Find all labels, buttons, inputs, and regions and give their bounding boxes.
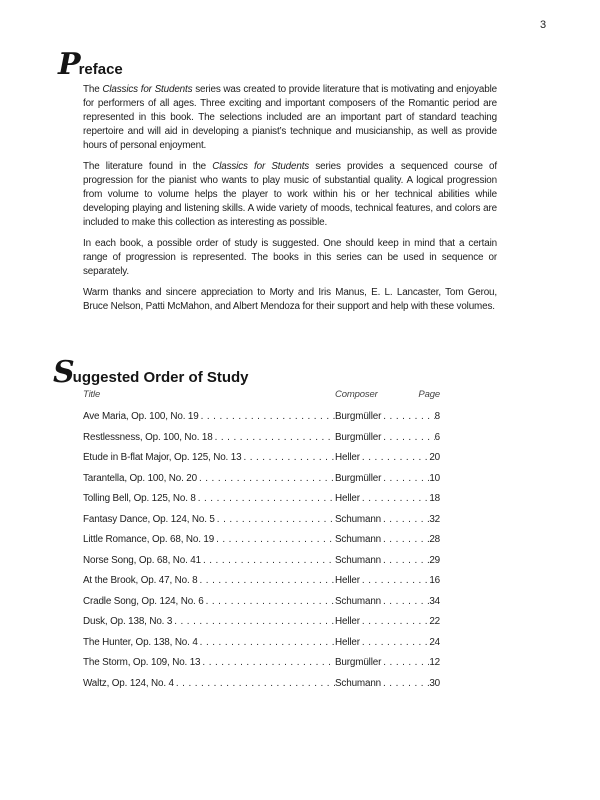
preface-paragraph-1 bbox=[83, 83, 497, 153]
dot-leader bbox=[214, 534, 335, 545]
study-order-table bbox=[83, 389, 440, 698]
table-row bbox=[83, 616, 440, 637]
dot-leader bbox=[196, 493, 335, 504]
page-ref: 10 bbox=[429, 472, 440, 484]
page-number: 3 bbox=[540, 19, 547, 31]
composer-name: Schumann bbox=[335, 595, 382, 607]
piece-title: Waltz, Op. 124, No. 4 bbox=[83, 677, 174, 689]
dot-leader bbox=[381, 534, 429, 545]
page-ref: 28 bbox=[429, 534, 440, 545]
composer-name: Heller bbox=[335, 493, 360, 504]
composer-name: Schumann bbox=[335, 513, 382, 525]
table-row bbox=[83, 493, 440, 514]
page-ref: 24 bbox=[429, 636, 440, 648]
column-header-title: Title bbox=[83, 389, 101, 400]
page-ref: 20 bbox=[429, 452, 440, 463]
dot-leader bbox=[172, 616, 335, 627]
table-row bbox=[83, 657, 440, 678]
preface-paragraph-3: In each book, a possible order of study is suggested. One should keep in mind that a certain range of progression is represented. The books in this series can be used in sequence or separately. bbox=[83, 238, 497, 277]
title-cell bbox=[83, 678, 335, 689]
preface-decorative-initial: P bbox=[58, 47, 79, 82]
composer-name: Heller bbox=[335, 636, 360, 648]
piece-title: The Hunter, Op. 138, No. 4 bbox=[83, 636, 198, 648]
title-cell bbox=[83, 411, 335, 422]
piece-title: The Storm, Op. 109, No. 13 bbox=[83, 657, 201, 668]
composer-name: Heller bbox=[335, 616, 360, 627]
preface-text: series provides a sequenced course of progression for the pianist who wants to play music of substantial quality. A logical progression from volume to volume helps the player to work within his or her technical abilities while developing playing and listening skills. A wide variety of moods, technical features, and colors are included to make this collection as interesting as possible. bbox=[83, 161, 497, 228]
piece-title: Tarantella, Op. 100, No. 20 bbox=[83, 472, 197, 484]
composer-name: Heller bbox=[335, 575, 360, 586]
composer-cell bbox=[335, 473, 429, 484]
series-name: Classics for Students bbox=[102, 84, 193, 95]
dot-leader bbox=[381, 596, 429, 607]
piece-title: Étude in B-flat Major, Op. 125, No. 13 bbox=[83, 452, 242, 463]
composer-cell bbox=[335, 637, 429, 648]
dot-leader bbox=[360, 616, 429, 627]
preface-heading-text: reface bbox=[78, 61, 123, 78]
table-row bbox=[83, 596, 440, 617]
composer-name: Schumann bbox=[335, 677, 382, 689]
page-ref: 12 bbox=[429, 657, 440, 668]
table-row bbox=[83, 575, 440, 596]
composer-cell bbox=[335, 555, 429, 566]
title-cell bbox=[83, 473, 335, 484]
series-name: Classics for Students bbox=[212, 161, 310, 172]
composer-name: Burgmüller bbox=[335, 472, 382, 484]
dot-leader bbox=[381, 473, 429, 484]
page-ref: 30 bbox=[429, 677, 440, 689]
title-cell bbox=[83, 493, 335, 504]
composer-name: Schumann bbox=[335, 554, 382, 566]
page-ref: 6 bbox=[434, 431, 440, 443]
composer-cell bbox=[335, 514, 429, 525]
composer-name: Schumann bbox=[335, 534, 382, 545]
composer-cell bbox=[335, 678, 429, 689]
composer-cell bbox=[335, 616, 429, 627]
piece-title: Dusk, Op. 138, No. 3 bbox=[83, 616, 173, 627]
study-heading-text: uggested Order of Study bbox=[72, 369, 249, 386]
title-cell bbox=[83, 452, 335, 463]
dot-leader bbox=[381, 678, 429, 689]
page-ref: 29 bbox=[429, 554, 440, 566]
page-ref: 34 bbox=[429, 595, 440, 607]
dot-leader bbox=[241, 452, 335, 463]
composer-name: Heller bbox=[335, 452, 360, 463]
preface-text: The bbox=[83, 84, 103, 95]
table-row bbox=[83, 432, 440, 453]
composer-cell bbox=[335, 493, 429, 504]
preface-paragraph-2 bbox=[83, 160, 497, 230]
title-cell bbox=[83, 575, 335, 586]
table-header bbox=[83, 389, 440, 411]
dot-leader bbox=[381, 432, 434, 443]
title-cell bbox=[83, 534, 335, 545]
dot-leader bbox=[198, 637, 335, 648]
dot-leader bbox=[201, 555, 335, 566]
composer-cell bbox=[335, 411, 435, 422]
dot-leader bbox=[174, 678, 335, 689]
column-header-page: Page bbox=[418, 389, 440, 400]
table-row bbox=[83, 514, 440, 535]
page-ref: 32 bbox=[429, 513, 440, 525]
column-header-composer: Composer bbox=[335, 389, 378, 400]
table-row bbox=[83, 637, 440, 658]
piece-title: Norse Song, Op. 68, No. 41 bbox=[83, 554, 201, 566]
dot-leader bbox=[381, 555, 429, 566]
piece-title: Ave Maria, Op. 100, No. 19 bbox=[83, 411, 199, 422]
title-cell bbox=[83, 432, 335, 443]
table-body bbox=[83, 411, 440, 698]
dot-leader bbox=[360, 575, 429, 586]
composer-cell bbox=[335, 657, 429, 668]
dot-leader bbox=[204, 596, 335, 607]
composer-cell bbox=[335, 452, 429, 463]
study-decorative-initial: S bbox=[53, 355, 73, 390]
piece-title: Restlessness, Op. 100, No. 18 bbox=[83, 431, 213, 443]
dot-leader bbox=[381, 514, 429, 525]
preface-heading bbox=[58, 47, 123, 82]
page-ref: 8 bbox=[434, 411, 440, 422]
page-ref: 16 bbox=[429, 575, 440, 586]
table-row bbox=[83, 534, 440, 555]
dot-leader bbox=[360, 452, 429, 463]
table-row bbox=[83, 473, 440, 494]
composer-cell bbox=[335, 534, 429, 545]
table-row bbox=[83, 678, 440, 699]
page-ref: 22 bbox=[429, 616, 440, 627]
title-cell bbox=[83, 596, 335, 607]
title-cell bbox=[83, 555, 335, 566]
composer-name: Burgmüller bbox=[335, 431, 382, 443]
preface-text: series was created to provide literature that is motivating and enjoyable for performers of all ages. Three exciting and important composers of the Romantic period are represented in this book. The selections included are an important part of standard teaching repertoire and will aid in developing a pianist’s technique and musicianship, as well as provide hours of personal enjoyment. bbox=[83, 84, 497, 151]
page-ref: 18 bbox=[429, 493, 440, 504]
dot-leader bbox=[360, 493, 429, 504]
title-cell bbox=[83, 616, 335, 627]
dot-leader bbox=[381, 411, 434, 422]
piece-title: Little Romance, Op. 68, No. 19 bbox=[83, 534, 215, 545]
preface-paragraph-4: Warm thanks and sincere appreciation to Morty and Iris Manus, E. L. Lancaster, Tom Gerou, Bruce Nelson, Patti McMahon, and Albert Mendoza for their support and help with these volumes. bbox=[83, 287, 497, 312]
preface-body bbox=[83, 83, 497, 321]
piece-title: At the Brook, Op. 47, No. 8 bbox=[83, 575, 198, 586]
title-cell bbox=[83, 514, 335, 525]
dot-leader bbox=[215, 514, 335, 525]
title-cell bbox=[83, 657, 335, 668]
table-row bbox=[83, 452, 440, 473]
study-heading bbox=[53, 355, 249, 390]
table-row bbox=[83, 555, 440, 576]
piece-title: Tolling Bell, Op. 125, No. 8 bbox=[83, 493, 196, 504]
composer-cell bbox=[335, 596, 429, 607]
dot-leader bbox=[199, 411, 335, 422]
dot-leader bbox=[197, 473, 335, 484]
composer-cell bbox=[335, 575, 429, 586]
title-cell bbox=[83, 637, 335, 648]
composer-cell bbox=[335, 432, 435, 443]
dot-leader bbox=[381, 657, 429, 668]
preface-text: The literature found in the bbox=[83, 161, 213, 172]
composer-name: Burgmüller bbox=[335, 657, 382, 668]
composer-name: Burgmüller bbox=[335, 411, 382, 422]
dot-leader bbox=[213, 432, 335, 443]
dot-leader bbox=[200, 657, 335, 668]
dot-leader bbox=[198, 575, 335, 586]
dot-leader bbox=[360, 637, 429, 648]
piece-title: Cradle Song, Op. 124, No. 6 bbox=[83, 595, 204, 607]
piece-title: Fantasy Dance, Op. 124, No. 5 bbox=[83, 513, 215, 525]
table-row bbox=[83, 411, 440, 432]
